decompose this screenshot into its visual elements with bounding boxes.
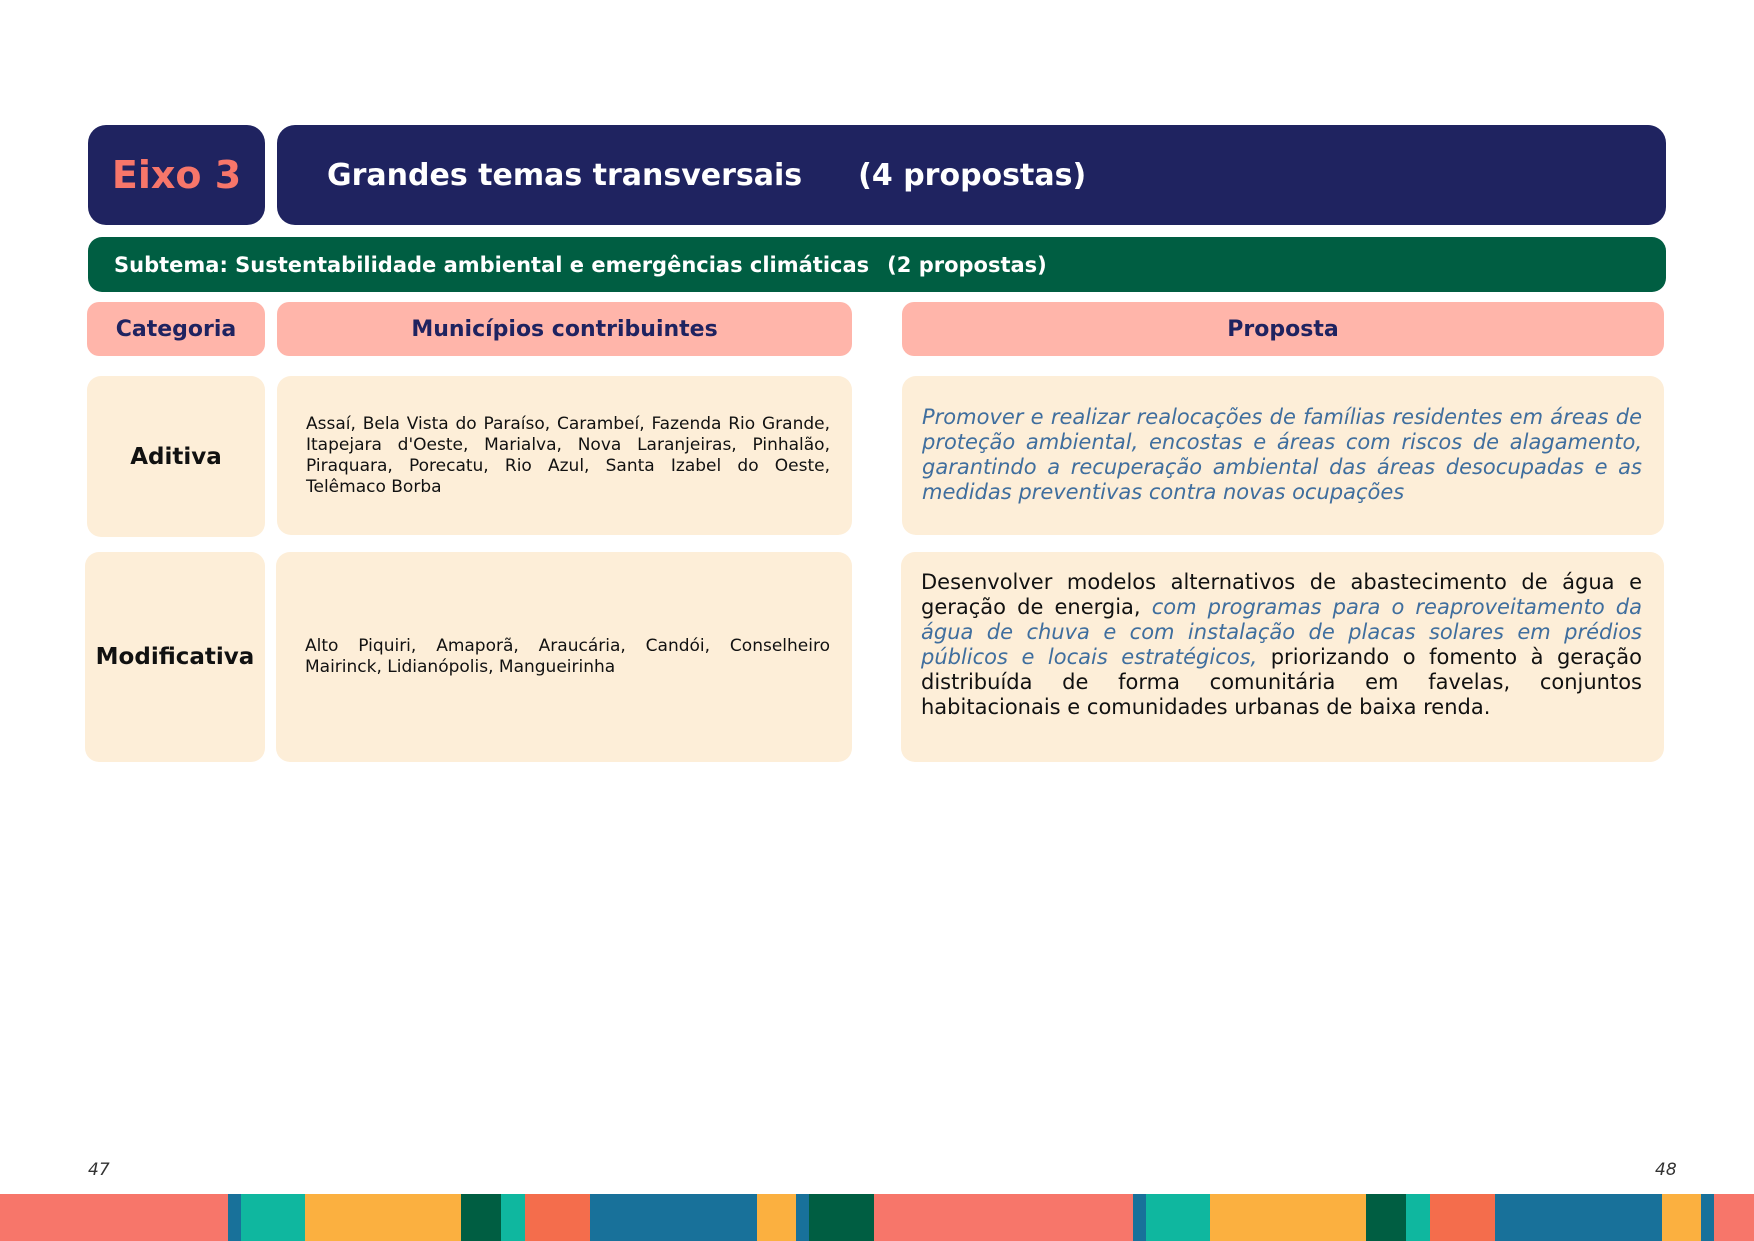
stripe-segment — [525, 1194, 590, 1241]
column-header-proposta: Proposta — [902, 302, 1664, 356]
row-2-proposal-part-4: . — [1483, 695, 1491, 719]
stripe-segment — [241, 1194, 305, 1241]
stripe-segment — [1701, 1194, 1714, 1241]
subtheme-count: (2 propostas) — [887, 252, 1047, 277]
stripe-segment — [1406, 1194, 1430, 1241]
stripe-segment — [1146, 1194, 1210, 1241]
stripe-segment — [0, 1194, 228, 1241]
row-2-category: Modificativa — [85, 552, 265, 762]
axis-label: Eixo 3 — [111, 153, 242, 197]
row-2-municipalities-cell — [276, 552, 852, 762]
row-2-proposal — [921, 570, 1642, 720]
stripe-segment — [1430, 1194, 1495, 1241]
row-1-category: Aditiva — [87, 376, 265, 537]
stripe-segment — [1133, 1194, 1146, 1241]
stripe-segment — [1714, 1194, 1754, 1241]
row-2-proposal-part-3: priorizando o fomento à geração distribuída de forma comunitária em favelas, conjuntos habitacionais e comunidades urbanas de baixa renda — [921, 645, 1642, 719]
row-2-municipalities: Alto Piquiri, Amaporã, Araucária, Candói, Conselheiro Mairinck, Lidianópolis, Mangueirinha — [305, 636, 830, 677]
stripe-segment — [1366, 1194, 1406, 1241]
stripe-segment — [590, 1194, 757, 1241]
column-header-municipios: Municípios contribuintes — [277, 302, 852, 356]
subtheme-bar — [88, 237, 1666, 292]
stripe-segment — [757, 1194, 796, 1241]
row-2-proposal-part-2: com programas para o reaproveitamento da água de chuva e com instalação de placas solares em prédios públicos e locais estratégicos, — [921, 595, 1642, 669]
stripe-segment — [228, 1194, 241, 1241]
stripe-segment — [796, 1194, 809, 1241]
stripe-segment — [305, 1194, 461, 1241]
stripe-segment — [461, 1194, 501, 1241]
page-number-left: 47 — [88, 1160, 110, 1180]
column-header-categoria: Categoria — [87, 302, 265, 356]
page-number-right: 48 — [1655, 1160, 1677, 1180]
stripe-segment — [1210, 1194, 1366, 1241]
stripe-segment — [1662, 1194, 1701, 1241]
row-2-proposal-part-1: Desenvolver modelos alternativos de abastecimento de água e geração de energia, — [921, 570, 1642, 619]
axis-title-bar — [277, 125, 1666, 225]
axis-proposal-count: (4 propostas) — [858, 157, 1087, 193]
row-1-proposal-cell — [902, 376, 1664, 535]
row-1-municipalities: Assaí, Bela Vista do Paraíso, Carambeí, Fazenda Rio Grande, Itapejara d'Oeste, Marialva, Nova Laranjeiras, Pinhalão, Piraquara, Porecatu, Rio Azul, Santa Izabel do Oeste, Telêmaco Borba — [306, 413, 830, 497]
stripe-segment — [874, 1194, 1133, 1241]
axis-title: Grandes temas transversais — [327, 157, 803, 193]
row-2-proposal-cell — [901, 552, 1664, 762]
subtheme-label: Subtema: Sustentabilidade ambiental e emergências climáticas — [114, 252, 870, 277]
axis-badge — [88, 125, 265, 225]
stripe-segment — [501, 1194, 525, 1241]
row-1-proposal: Promover e realizar realocações de famílias residentes em áreas de proteção ambiental, encostas e áreas com riscos de alagamento, garantindo a recuperação ambiental das áreas desocupadas e as medidas preventivas contra novas ocupações — [922, 405, 1642, 504]
row-1-municipalities-cell — [277, 376, 852, 535]
stripe-segment — [1495, 1194, 1662, 1241]
decorative-color-stripe — [0, 1194, 1754, 1241]
stripe-segment — [809, 1194, 874, 1241]
